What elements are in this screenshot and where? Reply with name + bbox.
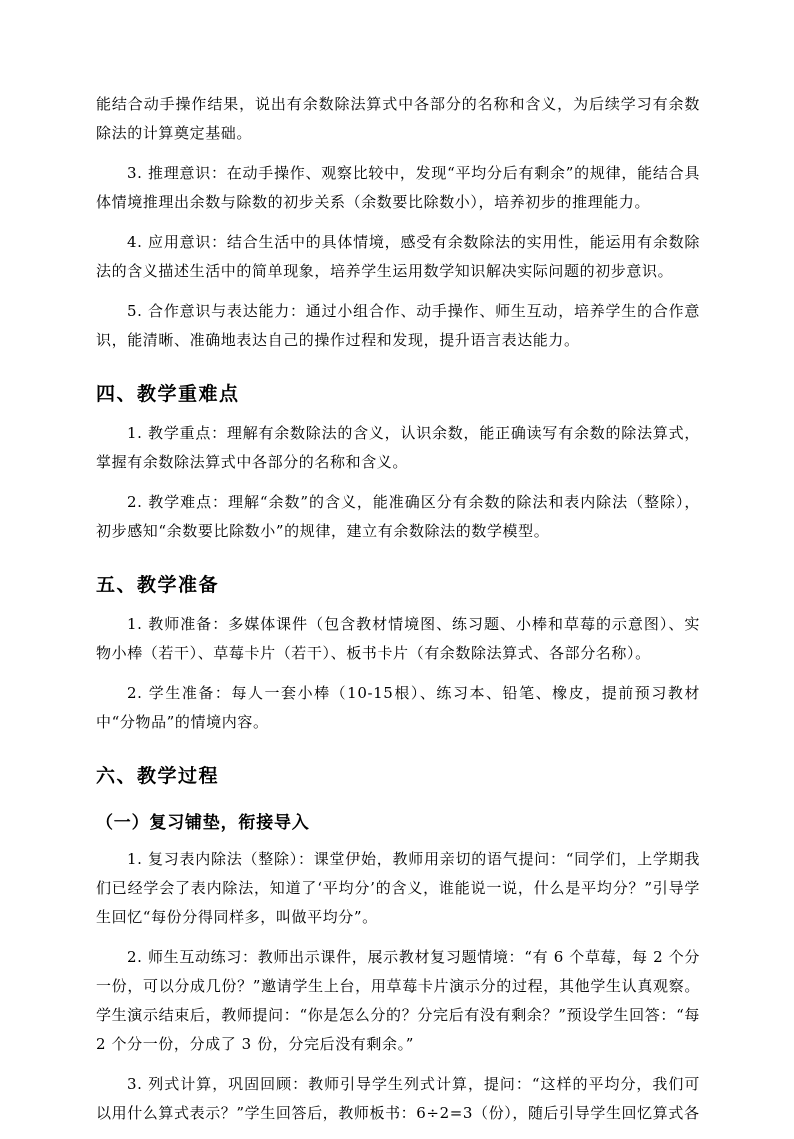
- paragraph: 4. 应用意识：结合生活中的具体情境，感受有余数除法的实用性，能运用有余数除法的含义描述生活中的简单现象，培养学生运用数学知识解决实际问题的初步意识。: [96, 233, 700, 280]
- paragraph: 2. 学生准备：每人一套小棒（10-15根）、练习本、铅笔、橡皮，提前预习教材中“分物品”的情境内容。: [96, 684, 700, 731]
- paragraph: 2. 师生互动练习：教师出示课件，展示教材复习题情境：“有 6 个草莓，每 2 个分一份，可以分成几份？”邀请学生上台，用草莓卡片演示分的过程，其他学生认真观察。学生演示结束后，教师提问：“你是怎么分的？分完后有没有剩余？”预设学生回答：“每 2 个分一份，分成了 3 份，分完后没有剩余。”: [96, 948, 700, 1053]
- paragraph: 1. 复习表内除法（整除）：课堂伊始，教师用亲切的语气提问：“同学们，上学期我们已经学会了表内除法，知道了‘平均分’的含义，谁能说一说，什么是平均分？”引导学生回忆“每份分得同样多，叫做平均分”。: [96, 850, 700, 926]
- paragraph: 5. 合作意识与表达能力：通过小组合作、动手操作、师生互动，培养学生的合作意识，能清晰、准确地表达自己的操作过程和发现，提升语言表达能力。: [96, 302, 700, 349]
- paragraph: 3. 列式计算，巩固回顾：教师引导学生列式计算，提问：“这样的平均分，我们可以用什么算式表示？”学生回答后，教师板书：6÷2=3（份），随后引导学生回忆算式各: [96, 1075, 700, 1122]
- paragraph: 2. 教学难点：理解“余数”的含义，能准确区分有余数的除法和表内除法（整除），初步感知“余数要比除数小”的规律，建立有余数除法的数学模型。: [96, 493, 700, 540]
- paragraph: 1. 教师准备：多媒体课件（包含教材情境图、练习题、小棒和草莓的示意图）、实物小棒（若干）、草莓卡片（若干）、板书卡片（有余数除法算式、各部分名称）。: [96, 615, 700, 662]
- section-heading: 六、教学过程: [96, 765, 220, 787]
- section-heading: 四、教学重难点: [96, 383, 240, 405]
- paragraph: 1. 教学重点：理解有余数除法的含义，认识余数，能正确读写有余数的除法算式，掌握有余数除法算式中各部分的名称和含义。: [96, 424, 700, 471]
- section-heading: 五、教学准备: [96, 574, 220, 596]
- document-body: [96, 90, 700, 1139]
- paragraph: 能结合动手操作结果，说出有余数除法算式中各部分的名称和含义，为后续学习有余数除法的计算奠定基础。: [96, 95, 700, 142]
- subsection-heading: （一）复习铺垫，衔接导入: [96, 813, 310, 833]
- paragraph: 3. 推理意识：在动手操作、观察比较中，发现“平均分后有剩余”的规律，能结合具体情境推理出余数与除数的初步关系（余数要比除数小），培养初步的推理能力。: [96, 164, 700, 211]
